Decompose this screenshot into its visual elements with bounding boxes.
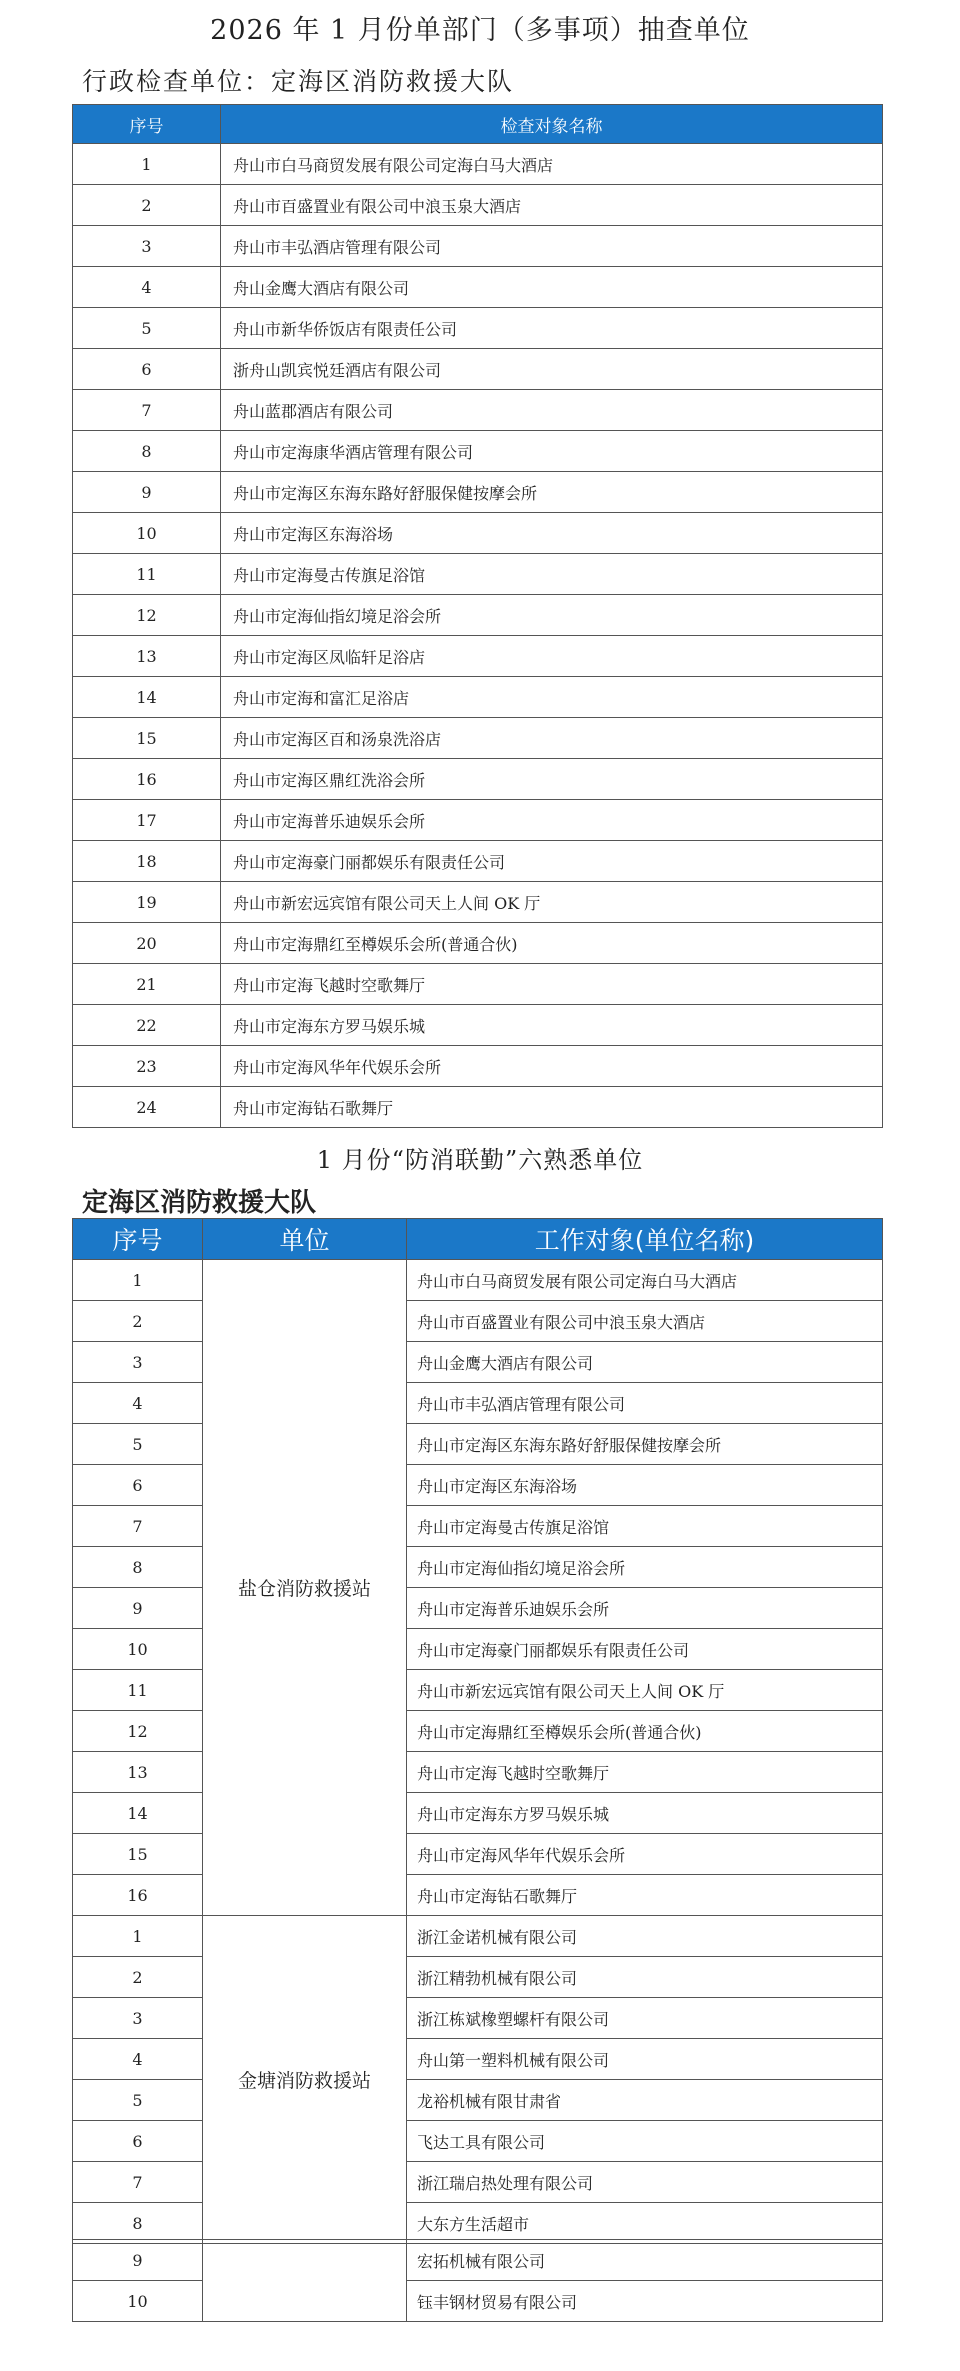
table-row xyxy=(73,2162,883,2203)
row-serial: 2 xyxy=(73,1957,203,1998)
inspection-table-body xyxy=(73,144,883,1128)
row-serial: 23 xyxy=(73,1046,221,1087)
familiarization-table-continued xyxy=(72,2239,883,2322)
row-serial: 8 xyxy=(73,431,221,472)
row-serial: 2 xyxy=(73,185,221,226)
familiarization-table xyxy=(72,1218,883,2244)
row-work-target: 舟山市百盛置业有限公司中浪玉泉大酒店 xyxy=(407,1301,883,1342)
table-row xyxy=(73,1005,883,1046)
table-header-row xyxy=(73,105,883,144)
table-row xyxy=(73,1506,883,1547)
row-serial: 3 xyxy=(73,1998,203,2039)
header-serial: 序号 xyxy=(73,1219,203,1260)
row-serial: 10 xyxy=(73,1629,203,1670)
row-target-name: 舟山市定海豪门丽都娱乐有限责任公司 xyxy=(221,841,883,882)
row-target-name: 浙舟山凯宾悦廷酒店有限公司 xyxy=(221,349,883,390)
row-work-target: 浙江精勃机械有限公司 xyxy=(407,1957,883,1998)
section1-subtitle: 行政检查单位：定海区消防救援大队 xyxy=(82,67,515,96)
row-serial: 19 xyxy=(73,882,221,923)
table-row xyxy=(73,841,883,882)
row-serial: 3 xyxy=(73,226,221,267)
continued-table-body xyxy=(73,2240,883,2322)
table-row xyxy=(73,1465,883,1506)
header-work-target: 工作对象(单位名称) xyxy=(407,1219,883,1260)
section1-title: 2026 年 1 月份单部门（多事项）抽查单位 xyxy=(210,15,750,46)
table-row xyxy=(73,1834,883,1875)
row-work-target: 舟山市定海东方罗马娱乐城 xyxy=(407,1793,883,1834)
section2-title: 1 月份“防消联勤”六熟悉单位 xyxy=(316,1146,644,1174)
row-work-target: 舟山第一塑料机械有限公司 xyxy=(407,2039,883,2080)
unit-station-cell: 盐仓消防救援站 xyxy=(203,1260,407,1916)
table-row xyxy=(73,1793,883,1834)
row-target-name: 舟山市丰弘酒店管理有限公司 xyxy=(221,226,883,267)
table-row xyxy=(73,677,883,718)
row-serial: 5 xyxy=(73,1424,203,1465)
table-row xyxy=(73,964,883,1005)
row-target-name: 舟山市定海东方罗马娱乐城 xyxy=(221,1005,883,1046)
header-unit: 单位 xyxy=(203,1219,407,1260)
table-row xyxy=(73,1629,883,1670)
table-row xyxy=(73,349,883,390)
row-serial: 16 xyxy=(73,1875,203,1916)
table-header-row xyxy=(73,1219,883,1260)
row-work-target: 舟山市白马商贸发展有限公司定海白马大酒店 xyxy=(407,1260,883,1301)
row-serial: 8 xyxy=(73,1547,203,1588)
table-row xyxy=(73,1260,883,1301)
table-row xyxy=(73,2080,883,2121)
table-row xyxy=(73,390,883,431)
row-serial: 21 xyxy=(73,964,221,1005)
row-target-name: 舟山市定海普乐迪娱乐会所 xyxy=(221,800,883,841)
row-serial: 24 xyxy=(73,1087,221,1128)
table-row xyxy=(73,226,883,267)
row-serial: 9 xyxy=(73,2240,203,2281)
familiarization-table-body xyxy=(73,1260,883,2244)
row-serial: 9 xyxy=(73,472,221,513)
row-work-target: 浙江栋斌橡塑螺杆有限公司 xyxy=(407,1998,883,2039)
row-target-name: 舟山市白马商贸发展有限公司定海白马大酒店 xyxy=(221,144,883,185)
unit-station-cell-empty xyxy=(203,2240,407,2322)
row-serial: 10 xyxy=(73,2281,203,2322)
row-serial: 6 xyxy=(73,1465,203,1506)
table-row xyxy=(73,1916,883,1957)
row-serial: 22 xyxy=(73,1005,221,1046)
table-row xyxy=(73,472,883,513)
table-row xyxy=(73,2039,883,2080)
table-row xyxy=(73,1875,883,1916)
header-serial: 序号 xyxy=(73,105,221,144)
table-row xyxy=(73,1711,883,1752)
table-row xyxy=(73,2281,883,2322)
row-work-target: 舟山市定海鼎红至樽娱乐会所(普通合伙) xyxy=(407,1711,883,1752)
row-target-name: 舟山市定海仙指幻境足浴会所 xyxy=(221,595,883,636)
table-row xyxy=(73,144,883,185)
row-serial: 7 xyxy=(73,390,221,431)
row-serial: 4 xyxy=(73,267,221,308)
row-serial: 10 xyxy=(73,513,221,554)
table-row xyxy=(73,1046,883,1087)
table-row xyxy=(73,1588,883,1629)
row-serial: 13 xyxy=(73,1752,203,1793)
unit-station-cell: 金塘消防救援站 xyxy=(203,1916,407,2244)
row-serial: 15 xyxy=(73,718,221,759)
table-row xyxy=(73,2121,883,2162)
table-row xyxy=(73,800,883,841)
row-work-target: 钰丰钢材贸易有限公司 xyxy=(407,2281,883,2322)
row-work-target: 舟山市定海豪门丽都娱乐有限责任公司 xyxy=(407,1629,883,1670)
row-target-name: 舟山市定海鼎红至樽娱乐会所(普通合伙) xyxy=(221,923,883,964)
table-row xyxy=(73,1301,883,1342)
row-serial: 1 xyxy=(73,144,221,185)
table-row xyxy=(73,1752,883,1793)
table-row xyxy=(73,308,883,349)
header-target-name: 检查对象名称 xyxy=(221,105,883,144)
table-row xyxy=(73,718,883,759)
row-target-name: 舟山市定海飞越时空歌舞厅 xyxy=(221,964,883,1005)
row-work-target: 舟山市丰弘酒店管理有限公司 xyxy=(407,1383,883,1424)
row-work-target: 舟山市定海飞越时空歌舞厅 xyxy=(407,1752,883,1793)
row-serial: 5 xyxy=(73,2080,203,2121)
row-target-name: 舟山市百盛置业有限公司中浪玉泉大酒店 xyxy=(221,185,883,226)
row-target-name: 舟山市定海和富汇足浴店 xyxy=(221,677,883,718)
row-serial: 15 xyxy=(73,1834,203,1875)
table-row xyxy=(73,1670,883,1711)
row-target-name: 舟山市定海风华年代娱乐会所 xyxy=(221,1046,883,1087)
table-row xyxy=(73,185,883,226)
row-target-name: 舟山金鹰大酒店有限公司 xyxy=(221,267,883,308)
row-serial: 5 xyxy=(73,308,221,349)
row-serial: 7 xyxy=(73,2162,203,2203)
row-serial: 9 xyxy=(73,1588,203,1629)
row-serial: 4 xyxy=(73,1383,203,1424)
row-target-name: 舟山市定海区凤临轩足浴店 xyxy=(221,636,883,677)
row-serial: 1 xyxy=(73,1260,203,1301)
row-serial: 17 xyxy=(73,800,221,841)
row-work-target: 舟山市定海区东海东路好舒服保健按摩会所 xyxy=(407,1424,883,1465)
table-row xyxy=(73,595,883,636)
row-serial: 11 xyxy=(73,1670,203,1711)
row-work-target: 飞达工具有限公司 xyxy=(407,2121,883,2162)
row-work-target: 浙江金诺机械有限公司 xyxy=(407,1916,883,1957)
row-work-target: 舟山市定海钻石歌舞厅 xyxy=(407,1875,883,1916)
row-serial: 11 xyxy=(73,554,221,595)
row-target-name: 舟山市定海区百和汤泉洗浴店 xyxy=(221,718,883,759)
table-row xyxy=(73,1383,883,1424)
row-serial: 8 xyxy=(73,2203,203,2244)
row-serial: 12 xyxy=(73,595,221,636)
table-row xyxy=(73,431,883,472)
row-work-target: 舟山市新宏远宾馆有限公司天上人间 OK 厅 xyxy=(407,1670,883,1711)
row-work-target: 浙江瑞启热处理有限公司 xyxy=(407,2162,883,2203)
row-serial: 4 xyxy=(73,2039,203,2080)
table-row xyxy=(73,1547,883,1588)
table-row xyxy=(73,1424,883,1465)
row-serial: 6 xyxy=(73,2121,203,2162)
row-work-target: 舟山市定海仙指幻境足浴会所 xyxy=(407,1547,883,1588)
table-row xyxy=(73,923,883,964)
row-target-name: 舟山市定海区东海浴场 xyxy=(221,513,883,554)
table-row xyxy=(73,1087,883,1128)
section2-subtitle: 定海区消防救援大队 xyxy=(82,1188,317,1218)
table-row xyxy=(73,759,883,800)
row-target-name: 舟山市新宏远宾馆有限公司天上人间 OK 厅 xyxy=(221,882,883,923)
table-row xyxy=(73,513,883,554)
row-serial: 6 xyxy=(73,349,221,390)
row-serial: 18 xyxy=(73,841,221,882)
table-row xyxy=(73,2240,883,2281)
row-target-name: 舟山市定海区东海东路好舒服保健按摩会所 xyxy=(221,472,883,513)
table-row xyxy=(73,554,883,595)
row-target-name: 舟山市新华侨饭店有限责任公司 xyxy=(221,308,883,349)
row-serial: 1 xyxy=(73,1916,203,1957)
table-row xyxy=(73,267,883,308)
row-serial: 14 xyxy=(73,1793,203,1834)
row-target-name: 舟山市定海钻石歌舞厅 xyxy=(221,1087,883,1128)
row-work-target: 舟山市定海曼古传旗足浴馆 xyxy=(407,1506,883,1547)
row-serial: 20 xyxy=(73,923,221,964)
table-row xyxy=(73,1342,883,1383)
table-row xyxy=(73,1957,883,1998)
row-work-target: 舟山金鹰大酒店有限公司 xyxy=(407,1342,883,1383)
row-work-target: 舟山市定海普乐迪娱乐会所 xyxy=(407,1588,883,1629)
row-serial: 12 xyxy=(73,1711,203,1752)
row-serial: 14 xyxy=(73,677,221,718)
row-work-target: 宏拓机械有限公司 xyxy=(407,2240,883,2281)
row-work-target: 大东方生活超市 xyxy=(407,2203,883,2244)
table-row xyxy=(73,1998,883,2039)
table-row xyxy=(73,636,883,677)
row-target-name: 舟山市定海曼古传旗足浴馆 xyxy=(221,554,883,595)
row-serial: 2 xyxy=(73,1301,203,1342)
row-target-name: 舟山市定海区鼎红洗浴会所 xyxy=(221,759,883,800)
row-serial: 3 xyxy=(73,1342,203,1383)
row-work-target: 舟山市定海风华年代娱乐会所 xyxy=(407,1834,883,1875)
row-serial: 16 xyxy=(73,759,221,800)
row-serial: 13 xyxy=(73,636,221,677)
row-work-target: 龙裕机械有限甘肃省 xyxy=(407,2080,883,2121)
row-target-name: 舟山市定海康华酒店管理有限公司 xyxy=(221,431,883,472)
table-row xyxy=(73,2203,883,2244)
row-serial: 7 xyxy=(73,1506,203,1547)
row-target-name: 舟山蓝郡酒店有限公司 xyxy=(221,390,883,431)
table-row xyxy=(73,882,883,923)
inspection-table xyxy=(72,104,883,1128)
row-work-target: 舟山市定海区东海浴场 xyxy=(407,1465,883,1506)
